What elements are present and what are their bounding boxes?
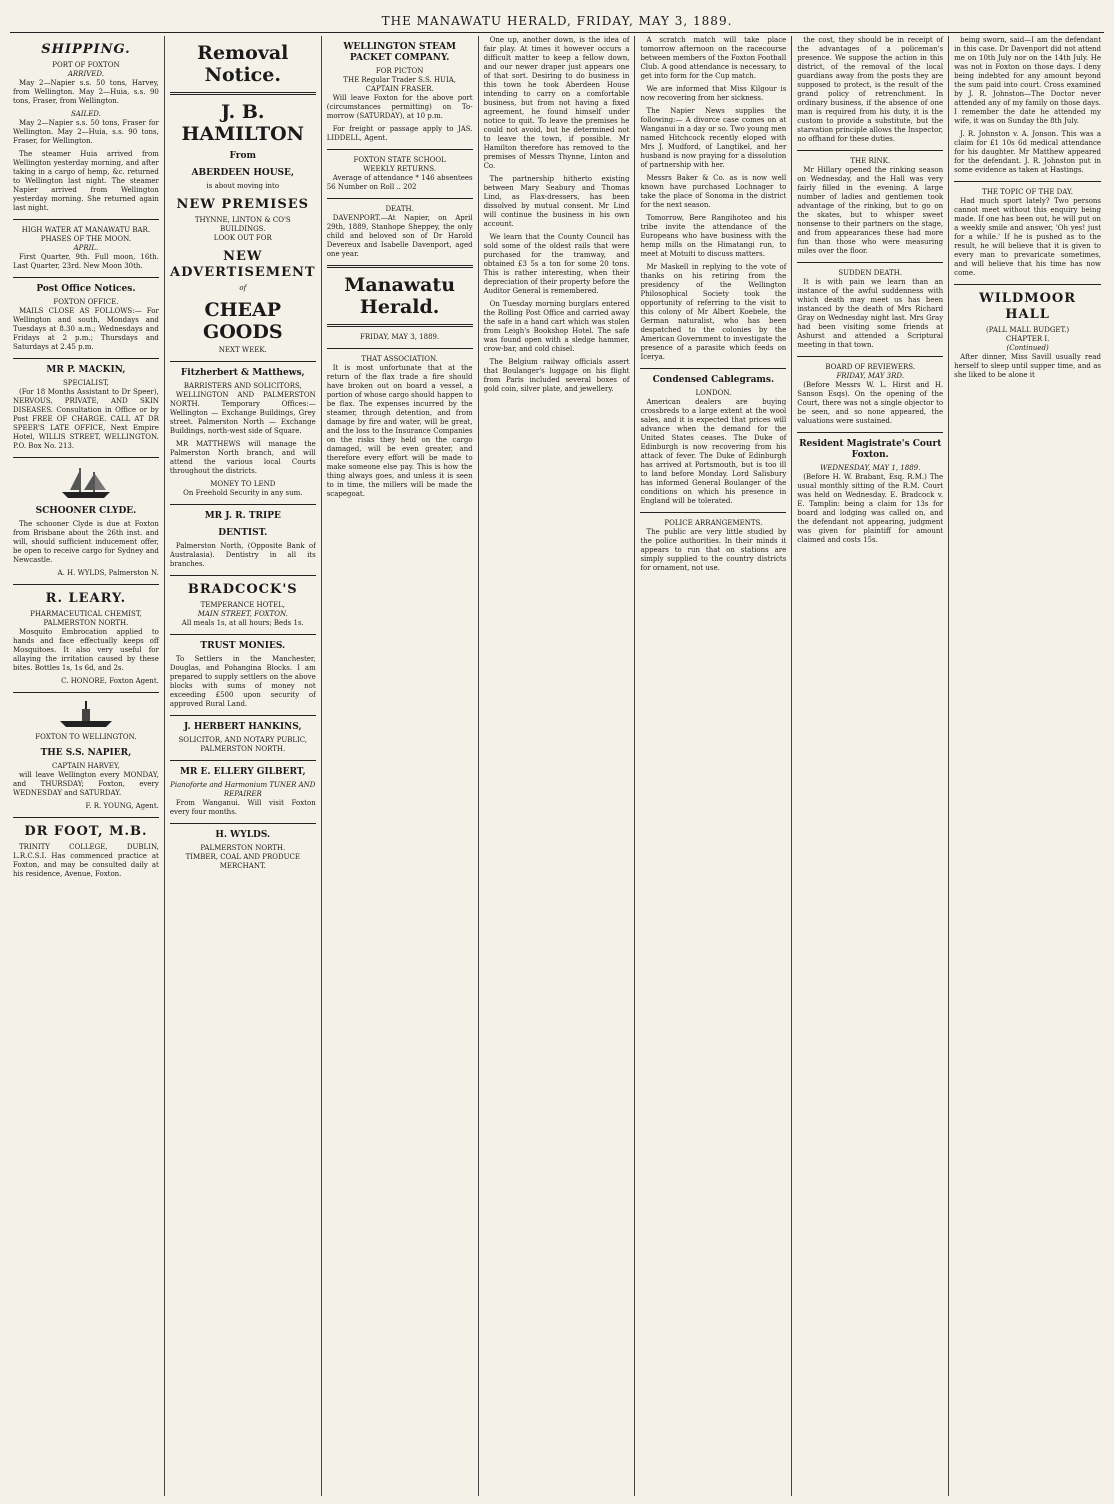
honore-signature: C. HONORE, Foxton Agent. [61, 677, 159, 685]
article-text: J. R. Johnston v. A. Jonson. This was a claim for £1 10s 6d medical attendance for his daughter. Mr Matthew appeared for the defendant. J. R. Johnston put in some evidence as taken at Hastings. [954, 130, 1102, 174]
column-1 [8, 36, 165, 1496]
divider [13, 457, 159, 458]
association-heading: THAT ASSOCIATION. [361, 355, 438, 363]
rink-heading: THE RINK. [850, 157, 891, 165]
topic-heading: THE TOPIC OF THE DAY. [982, 188, 1073, 196]
divider [797, 356, 943, 357]
hankins-heading: J. HERBERT HANKINS, [184, 722, 302, 732]
court-text: (Before H. W. Brabant, Esq. R.M.) The usual monthly sitting of the R.M. Court was held on Wednesday. E. Bradcock v. E. Tamplin: being a claim for 13s for board and lodging was called on, and the defendant not appearing, judgment was given for plaintiff for amount claimed and costs 15s. [797, 473, 944, 544]
gilbert-heading: MR E. ELLERY GILBERT, [179, 767, 306, 777]
chapter-label: CHAPTER I. [1005, 335, 1050, 343]
divider [327, 324, 473, 327]
freight-text: For freight or passage apply to JAS. LIDDELL, Agent. [326, 125, 473, 142]
arrived-label: ARRIVED. [67, 70, 104, 78]
from-label: From [229, 151, 257, 161]
divider [13, 692, 159, 693]
court-heading: Resident Magistrate's Court Foxton. [799, 439, 942, 460]
sudden-death-heading: SUDDEN DEATH. [838, 269, 903, 277]
columns [8, 36, 1106, 1496]
of-label: of [239, 284, 247, 292]
cheap-goods-heading: CHEAP GOODS [203, 299, 283, 343]
fitzherbert-subheading: BARRISTERS AND SOLICITORS, [183, 382, 302, 390]
police-text: The public are very little studied by the police authorities. In their minds it appears to run that on stations are simply supplied to the country districts for ornament, not use. [640, 528, 787, 572]
divider [13, 358, 159, 359]
herald-date: FRIDAY, MAY 3, 1889. [360, 333, 440, 341]
article-text: We are informed that Miss Kilgour is now recovering from her sickness. [640, 85, 787, 102]
port-label: PORT OF FOXTON [52, 61, 120, 69]
wildmoor-subheading: (PALL MALL BUDGET.) [986, 326, 1070, 334]
continued-label: (Continued) [1006, 344, 1049, 352]
leary-text: Mosquito Embrocation applied to hands and face effectually keeps off Mosquitoes. It also very useful for allaying the irritation caused by these bites. Bottles 1s, 1s 6d, and 2s. [13, 628, 159, 672]
moon-heading: PHASES OF THE MOON. [40, 235, 132, 243]
school-heading: FOXTON STATE SCHOOL [353, 156, 446, 164]
mackin-text: (For 18 Months Assistant to Dr Speer), NERVOUS, PRIVATE, AND SKIN DISEASES. Consultation in Office or by Post FREE OF CHARGE. CALL AT DR SPEER'S LATE OFFICE, Next Empire Hotel, WILLIS STREET, WELLINGTON. P.O. Box No. 213. [13, 388, 159, 450]
column-5 [635, 36, 792, 1496]
column-7 [949, 36, 1106, 1496]
dentist-heading: DENTIST. [218, 528, 268, 538]
divider [13, 277, 159, 278]
sailed-label: SAILED. [70, 110, 101, 118]
wylds-signature: A. H. WYLDS, Palmerston N. [57, 569, 159, 577]
fitzherbert-heading: Fitzherbert & Matthews, [180, 368, 305, 378]
leary-subheading: PHARMACEUTICAL CHEMIST, PALMERSTON NORTH. [30, 610, 142, 627]
divider [170, 575, 316, 576]
divider [954, 181, 1101, 182]
main-street-label: MAIN STREET, FOXTON. [197, 610, 288, 618]
reviewers-date: FRIDAY, MAY 3RD. [836, 372, 904, 380]
divider [13, 584, 159, 585]
napier-text: will leave Wellington every MONDAY, and THURSDAY; Foxton, every WEDNESDAY and SATURDAY. [13, 771, 159, 797]
mackin-subheading: SPECIALIST, [62, 379, 109, 387]
hankins-subheading: SOLICITOR, AND NOTARY PUBLIC, PALMERSTON NORTH. [178, 736, 308, 753]
article-text: being sworn, said—I am the defendant in this case. Dr Davenport did not attend me on 10th July nor on the 14th July. He was not in Foxton on those days. I deny being indebted for any amount beyond the sum paid into court. Cross examined by J. R. Johnston—The Doctor never attended any of my family on those days. I remember the date he attended my wife, it was on Sunday the 8th July. [954, 36, 1102, 125]
steam-packet-heading: WELLINGTON STEAM PACKET COMPANY. [343, 42, 456, 63]
divider [797, 150, 943, 151]
divider [170, 823, 316, 824]
divider [797, 432, 943, 433]
weekly-label: WEEKLY RETURNS. [363, 165, 437, 173]
schooner-heading: SCHOONER CLYDE. [35, 506, 137, 516]
divider [170, 715, 316, 716]
money-text: On Freehold Security in any sum. [183, 489, 303, 497]
article-text: The Belgium railway officials assert that Boulanger's luggage on his flight from Paris included several boxes of gold coin, silver plate, and jewellery. [483, 358, 630, 393]
article-text: Mr Maskell in replying to the vote of thanks on his retiring from the presidency of the Wellington Philosophical Society took the opportunity of referring to the visit to this colony of Mr Albert Koebele, the German naturalist, who has been despatched to the colonies by the American Government to investigate the presence of a parasite which feeds on Icerya. [640, 263, 787, 361]
death-text: DAVENPORT.—At Napier, on April 29th, 1889, Stanhope Sheppey, the only child and beloved son of Dr Harold Devereux and Isabelle Davenport, aged one year. [326, 214, 473, 258]
divider [327, 149, 473, 150]
arrivals-text: May 2—Napier s.s. 50 tons, Harvey, from Wellington. May 2—Huia, s.s. 90 tons, Fraser, from Wellington. [13, 79, 159, 105]
tripe-text: Palmerston North, (Opposite Bank of Australasia). Dentistry in all its branches. [169, 542, 316, 568]
column-3 [322, 36, 479, 1496]
divider [327, 265, 473, 268]
article-text: A scratch match will take place tomorrow afternoon on the racecourse between members of the Foxton Football Club. A good attendance is necessary, to get into form for the Cup match. [640, 36, 787, 80]
article-text: The partnership hitherto existing between Mary Seabury and Thomas Lind, as Flax-dressers, has been dissolved by mutual consent. Mr Lind will continue the business in his own account. [483, 175, 630, 228]
divider [170, 361, 316, 362]
reviewers-text: (Before Messrs W. L. Hirst and H. Sanson Esqs). On the opening of the Court, there was not a single objector to be seen, and so none appeared, the valuations were sustained. [797, 381, 944, 425]
article-text: the cost, they should be in receipt of the advantages of a policeman's presence. We suppose the action in this district, of the removal of the local guardians away from the posts they are supposed to protect, is the result of the grand policy of retrenchment. In ordinary business, if the absence of one man is required from his duty, it is the custom to provide a substitute, but the starvation principle allows the Inspector, no offhand for these duties. [797, 36, 944, 143]
matthews-text: MR MATTHEWS will manage the Palmerston North branch, and will attend the various local Courts throughout the districts. [169, 440, 316, 475]
premises-heading: NEW PREMISES [176, 197, 310, 212]
wellington-heading: FOXTON TO WELLINGTON. [35, 733, 137, 741]
article-text: One up, another down, is the idea of fair play. At times it however occurs a difficult matter to keep a fellow down, and our newer draper just appears one of that sort. Desiring to do business in this town he took Aberdeen House intending to carry on a comfortable business, but from not having a fixed agreement, he found himself under notice to quit. To leave the premises he could not avoid, but he determined not to leave the town, if possible. Mr Hamilton therefore has removed to the premises of Messrs Thynne, Linton and Co. [483, 36, 630, 170]
article-text: Messrs Baker & Co. as is now well known have purchased Lochnager to take the place of Sonoma in the district for the next season. [640, 174, 787, 209]
masthead: THE MANAWATU HERALD, FRIDAY, MAY 3, 1889. [10, 10, 1104, 33]
divider [170, 760, 316, 761]
column-4 [479, 36, 636, 1496]
post-subheading: FOXTON OFFICE. [53, 298, 119, 306]
divider [327, 348, 473, 349]
sailings-text: May 2—Napier s.s. 50 tons, Fraser for Wellington. May 2—Huia, s.s. 90 tons, Fraser, for Wellington. [13, 119, 159, 145]
sudden-death-text: It is with pain we learn than an instance of the awful suddenness with which death may meet us has been instanced by the death of Mrs Richard Gray on Wednesday night last. Mrs Gray had been visiting some friends at Ashurst and attended a Scriptural meeting in that town. [797, 278, 944, 349]
wylds-subheading: PALMERSTON NORTH. [200, 844, 286, 852]
article-text: The Napier News supplies the following:— A divorce case comes on at Wanganui in a day or so. Two young men named Hitchcock recently eloped with Mrs J. Mudford, of Langtikel, and her husband is now praying for a dissolution of partnership with her. [640, 107, 787, 169]
timber-label: TIMBER, COAL AND PRODUCE MERCHANT. [185, 853, 300, 870]
divider [954, 284, 1101, 285]
young-signature: F. R. YOUNG, Agent. [85, 802, 159, 810]
article-text: On Tuesday morning burglars entered the Rolling Post Office and carried away the safe in a hand cart which was stolen from Leigh's Bookshop Hotel. The safe was found open with a sledge hammer, crow-bar, and cold chisel. [483, 300, 630, 353]
captain-label: CAPTAIN FRASER. [365, 85, 434, 93]
editorial-text: It is most unfortunate that at the return of the flax trade a fire should have broken out on board a vessel, a portion of whose cargo should happen to be flax. The expenses incurred by the steamer, through detention, and from damage by fire and water, will be great, and the loss to the Insurance Companies on the risks they held on the cargo damaged, will be even greater, and therefore every effort will be made to make someone else pay. This is how the thing always goes, and unless it is seen to in time, the millers will be made the scapegoat. [326, 364, 473, 498]
divider [170, 504, 316, 505]
court-date: WEDNESDAY, MAY 1, 1889. [820, 464, 921, 472]
mackin-heading: MR P. MACKIN, [46, 365, 126, 375]
wildmoor-text: After dinner, Miss Savill usually read herself to sleep until supper time, and as she liked to be alone it [954, 353, 1102, 379]
temperance-heading: TEMPERANCE HOTEL, [200, 601, 285, 609]
london-label: LONDON. [695, 389, 732, 397]
new-advertisement-heading: NEW ADVERTISEMENT [169, 249, 316, 280]
divider [13, 219, 159, 220]
next-week-label: NEXT WEEK. [218, 346, 267, 354]
article-text: Tomorrow, Bere Rangihoteo and his tribe invite the attendance of the Europeans who have business with the hemp mills on the Himatangi run, to meet at Motuiti to discuss matters. [640, 214, 787, 258]
topic-text: Had much sport lately? Two persons cannot meet without this enquiry being made. If one has been out, he will put on a weekly smile and answer, 'Oh yes! just for a while.' If he is pushed as to the result, he will believe that it is given to every man to prevaricate sometimes, and will believe that his time has now come. [954, 197, 1102, 277]
napier-heading: THE S.S. NAPIER, [40, 748, 132, 758]
wildmoor-heading: WILDMOOR HALL [979, 291, 1077, 322]
attendance-text: Average of attendance * 146 absentees 56 Number on Roll .. 202 [326, 174, 473, 191]
divider [327, 198, 473, 199]
leary-heading: R. LEARY. [45, 591, 127, 606]
bradcock-heading: BRADCOCK'S [187, 582, 298, 597]
april-label: APRIL. [73, 244, 99, 252]
removal-heading: Removal Notice. [197, 42, 289, 86]
column-2 [165, 36, 322, 1496]
fitzherbert-text: WELLINGTON AND PALMERSTON NORTH. Temporary Offices:— Wellington — Exchange Buildings, Grey street. Palmerston North — Exchange Buildings, north-west side of Square. [169, 391, 316, 435]
cablegrams-heading: Condensed Cablegrams. [652, 375, 775, 385]
high-water-heading: HIGH WATER AT MANAWATU BAR. [21, 226, 151, 234]
sailing-ship-icon [56, 699, 116, 729]
police-heading: POLICE ARRANGEMENTS. [664, 519, 763, 527]
schooner-icon [56, 464, 116, 500]
shipping-heading: SHIPPING. [41, 42, 131, 57]
rink-text: Mr Hillary opened the rinking season on Wednesday, and the Hall was very fairly filled in the evening. A large number of ladies and gentlemen took advantage of the rinking, but to go on the skates, but to whisper sweet nonsense to their partners on the stage, and from appearances these had more fun than those who were measuring miles over the floor. [797, 166, 944, 255]
divider [13, 817, 159, 818]
gilbert-text: From Wanganui. Will visit Foxton every four months. [169, 799, 316, 816]
thynne-label: THYNNE, LINTON & CO'S [194, 216, 291, 224]
hamilton-heading: J. B. HAMILTON [181, 101, 305, 145]
huia-label: THE Regular Trader S.S. HUIA, [343, 76, 456, 84]
divider [170, 634, 316, 635]
moon-text: First Quarter, 9th. Full moon, 16th. Last Quarter, 23rd. New Moon 30th. [13, 253, 159, 270]
meals-text: All meals 1s, at all hours; Beds 1s. [181, 619, 304, 627]
gilbert-subheading: Pianoforte and Harmonium TUNER AND REPAIRER [170, 781, 316, 798]
post-text: MAILS CLOSE AS FOLLOWS:— For Wellington and south, Mondays and Tuesdays at 8.30 a.m.; Wednesdays and Fridays at 2 p.m.; Thursdays and Saturdays at 2.45 p.m. [13, 307, 159, 351]
foot-heading: DR FOOT, M.B. [24, 824, 148, 839]
napier-subheading: CAPTAIN HARVEY, [51, 762, 120, 770]
tripe-heading: MR J. R. TRIPE [204, 511, 281, 521]
trust-heading: TRUST MONIES. [200, 641, 286, 651]
article-text: We learn that the County Council has sold some of the oldest rails that were purchased for the tramway, and obtained £3 5s a ton for some 20 tons. This is rather interesting, when their depreciation of their property before the Auditor General is remembered. [483, 233, 630, 295]
lookout-label: LOOK OUT FOR [213, 234, 272, 242]
foot-text: TRINITY COLLEGE, DUBLIN, L.R.C.S.I. Has commenced practice at Foxton, and may be consulted daily at his residence, Avenue, Foxton. [13, 843, 159, 878]
schooner-text: The schooner Clyde is due at Foxton from Brisbane about the 26th inst. and will, should sufficient inducement offer, be open to receive cargo for Sydney and Newcastle. [13, 520, 159, 564]
post-heading: Post Office Notices. [36, 284, 136, 294]
money-heading: MONEY TO LEND [210, 480, 276, 488]
divider [640, 368, 786, 369]
cablegrams-text: American dealers are buying crossbreds to a large extent at the wool sales, and it is expected that prices will advance when the demand for the United States ceases. The Duke of Edinburgh is now recovering from his attack of fever. The Duke of Edinburgh has arrived at Portsmouth, but is too ill to land before Monday. Lord Salisbury has informed General Boulanger of the conditions on which his presence in England will be tolerated. [640, 398, 787, 505]
aberdeen-label: ABERDEEN HOUSE, [191, 168, 295, 178]
trust-text: To Settlers in the Manchester, Douglas, and Pohangina Blocks. I am prepared to supply settlers on the above blocks with sums of money not exceeding £500 upon security of approved Rural Land. [169, 655, 316, 708]
column-6 [792, 36, 949, 1496]
reviewers-heading: BOARD OF REVIEWERS. [825, 363, 916, 371]
herald-title: Manawatu Herald. [344, 274, 456, 318]
divider [170, 92, 316, 95]
divider [640, 512, 786, 513]
moving-label: is about moving into [206, 182, 280, 190]
death-heading: DEATH. [385, 205, 414, 213]
buildings-label: BUILDINGS. [220, 225, 266, 233]
divider [797, 262, 943, 263]
shipping-note: The steamer Huia arrived from Wellington yesterday morning, and after taking in a cargo of hemp, &c. returned to Wellington last night. The steamer Napier arrived from Wellington yesterday morning. She returned again last night. [13, 150, 159, 212]
picton-label: FOR PICTON [375, 67, 424, 75]
huia-text: Will leave Foxton for the above port (circumstances permitting) on To-morrow (SATURDAY), at 10 p.m. [326, 94, 473, 120]
wylds-heading: H. WYLDS. [215, 830, 271, 840]
